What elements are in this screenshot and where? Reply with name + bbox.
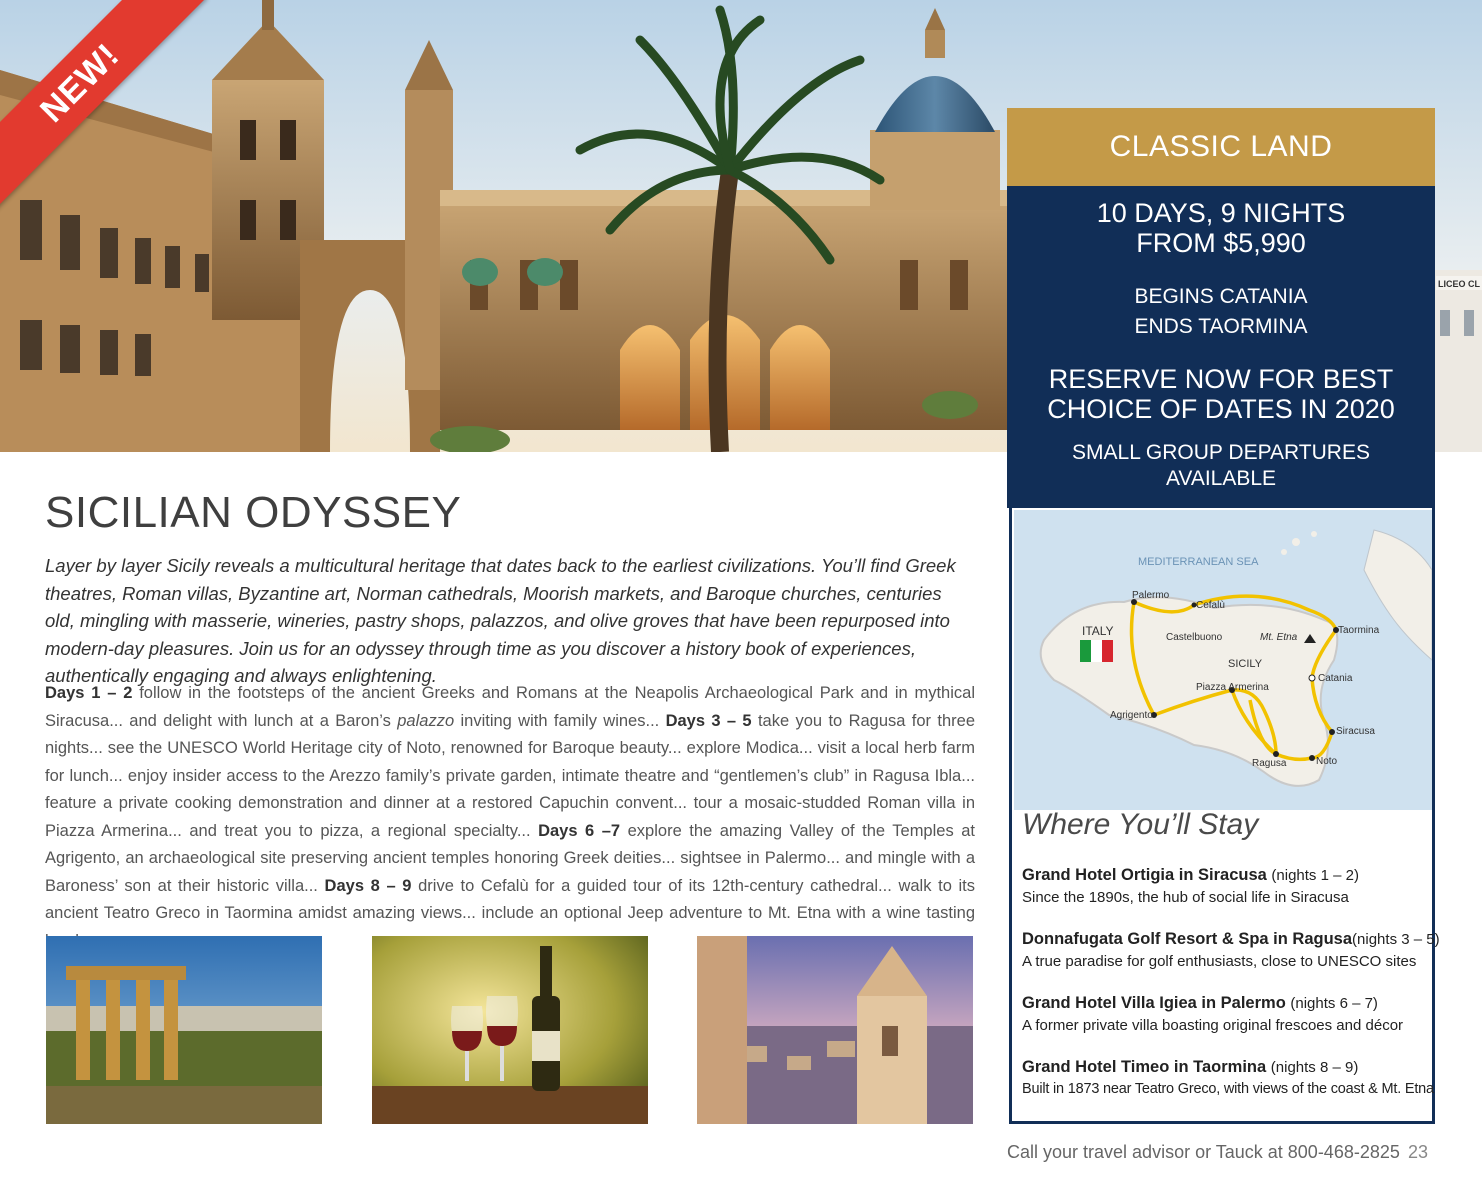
itinerary-days-1-2: Days 1 – 2 bbox=[45, 684, 133, 702]
map-label-piazza-armerina: Piazza Armerina bbox=[1196, 682, 1269, 693]
map-label-siracusa: Siracusa bbox=[1336, 726, 1375, 737]
reserve-line-1: RESERVE NOW FOR BEST bbox=[1048, 364, 1394, 394]
hotel-name: Grand Hotel Villa Igiea in Palermo bbox=[1022, 994, 1286, 1012]
hotel-name: Donnafugata Golf Resort & Spa in Ragusa bbox=[1022, 930, 1353, 948]
tour-title: SICILIAN ODYSSEY bbox=[45, 488, 462, 537]
itinerary-text: drive to Cefalù for a guided tour of its 12th-century cathedral... walk to its ancient Teatro Greco in Taormina amidst amazing views... include an optional Jeep adventure to Mt. Etna with a wine tasting bbox=[45, 876, 976, 922]
new-badge-label: NEW! bbox=[32, 35, 127, 130]
map-label-noto: Noto bbox=[1316, 756, 1338, 767]
small-group-line-1: SMALL GROUP DEPARTURES bbox=[1072, 441, 1370, 464]
reserve-line-2: CHOICE OF DATES IN 2020 bbox=[1047, 394, 1395, 424]
itinerary-text: explore the amazing Valley of the Temples at Agrigento, an archaeological site preserving ancient temples honoring Greek deities... sightsee in Palermo... and mingle with a Baroness’ son at their historic villa... bbox=[45, 821, 975, 895]
tour-info-panel bbox=[1007, 108, 1435, 508]
hotel-description: Since the 1890s, the hub of social life in Siracusa bbox=[1022, 889, 1349, 906]
small-group-line-2: AVAILABLE bbox=[1165, 467, 1277, 490]
hotel-name: Grand Hotel Timeo in Taormina bbox=[1022, 1058, 1267, 1076]
map-label-ragusa: Ragusa bbox=[1252, 758, 1287, 769]
itinerary-days-6-7: Days 6 –7 bbox=[538, 821, 621, 840]
photo-ragusa-town bbox=[697, 936, 973, 1124]
itinerary-text: follow in the footsteps of the ancient Greeks and Romans at the Neapolis Archaeological Park and in mythical Siracusa... and delight with lunch at a Baron’s bbox=[45, 684, 975, 730]
itinerary-text-italic: palazzo bbox=[397, 711, 455, 730]
map-label-cefalu: Cefalù bbox=[1196, 600, 1225, 611]
tour-tier: CLASSIC LAND bbox=[1007, 108, 1435, 186]
small-group-message bbox=[1007, 440, 1435, 492]
sicily-route-map bbox=[1014, 510, 1432, 810]
map-label-catania: Catania bbox=[1318, 673, 1353, 684]
hotel-nights: (nights 8 – 9) bbox=[1270, 1059, 1359, 1076]
tour-intro: Layer by layer Sicily reveals a multicultural heritage that dates back to the earliest civilizations. You’ll find Greek theatres, Roman villas, Byzantine art, Norman cathedrals, Moorish markets, and Baroque churches, centuries old, mingling with masserie, wineries, pastry shops, palazzos, and olive groves that have been repurposed into modern-day pleasures. Join us for an odyssey through time as you discover a history book of experiences, authentically engaging and always enlightening. bbox=[45, 555, 956, 686]
hotel-nights: (nights 6 – 7) bbox=[1290, 995, 1378, 1012]
stay-heading: Where You’ll Stay bbox=[1022, 808, 1259, 841]
hotel-description: Built in 1873 near Teatro Greco, with views of the coast & Mt. Etna bbox=[1022, 1081, 1434, 1097]
itinerary-text: inviting with family wines... bbox=[454, 711, 666, 730]
footer-call-text: Call your travel advisor or Tauck at 800-468-2825 bbox=[1007, 1142, 1400, 1162]
hotel-nights: (nights 1 – 2) bbox=[1271, 867, 1359, 884]
map-label-italy: ITALY bbox=[1082, 624, 1114, 638]
photo-temple-agrigento bbox=[46, 936, 322, 1124]
itinerary-days-8-9: Days 8 – 9 bbox=[324, 876, 412, 895]
hotel-name: Grand Hotel Ortigia in Siracusa bbox=[1022, 866, 1267, 884]
duration-text: 10 DAYS, 9 NIGHTS bbox=[1096, 198, 1346, 228]
stay-box bbox=[1009, 508, 1440, 1124]
itinerary-days-3-5: Days 3 – 5 bbox=[665, 711, 752, 730]
map-graphic bbox=[1014, 510, 1432, 810]
hotel-description: A true paradise for golf enthusiasts, close to UNESCO sites bbox=[1022, 953, 1417, 970]
photo-wine-glasses bbox=[372, 936, 648, 1124]
tour-route bbox=[1007, 282, 1435, 342]
hotel-nights: (nights 3 – 5) bbox=[1352, 931, 1440, 948]
hotel-item bbox=[1022, 866, 1428, 906]
hotel-item bbox=[1022, 1058, 1434, 1097]
begins-text: BEGINS CATANIA bbox=[1134, 285, 1308, 308]
reserve-message bbox=[1007, 364, 1435, 424]
tour-duration-price bbox=[1007, 198, 1435, 258]
liceo-sign: LICEO CL bbox=[1438, 279, 1480, 289]
map-label-sea: MEDITERRANEAN SEA bbox=[1138, 556, 1259, 568]
price-text: FROM $5,990 bbox=[1136, 228, 1306, 258]
map-label-castelbuono: Castelbuono bbox=[1166, 632, 1223, 643]
itinerary-text: take you to Ragusa for three nights... see the UNESCO World Heritage city of Noto, renowned for Baroque beauty... explore Modica... visit a local herb farm for lunch... enjoy insider access to the Arezzo family’s private garden, intimate theatre and “gentlemen’s club” in Ragusa Ibla... feature a private cooking demonstration and dinner at a restored Capuchin convent... tour a mosaic-studded Roman villa in Piazza Armerina... and treat you to pizza, a regional specialty... bbox=[45, 711, 975, 840]
page-number: 23 bbox=[1408, 1142, 1429, 1162]
map-label-taormina: Taormina bbox=[1338, 625, 1380, 636]
hotel-item bbox=[1022, 930, 1440, 970]
tour-itinerary bbox=[45, 680, 975, 955]
map-label-agrigento: Agrigento bbox=[1110, 710, 1153, 721]
map-label-sicily: SICILY bbox=[1228, 658, 1263, 670]
hotel-item bbox=[1022, 994, 1428, 1034]
hotel-description: A former private villa boasting original frescoes and décor bbox=[1022, 1017, 1404, 1034]
ends-text: ENDS TAORMINA bbox=[1134, 315, 1308, 338]
map-label-palermo: Palermo bbox=[1132, 590, 1170, 601]
map-label-etna: Mt. Etna bbox=[1260, 632, 1298, 643]
